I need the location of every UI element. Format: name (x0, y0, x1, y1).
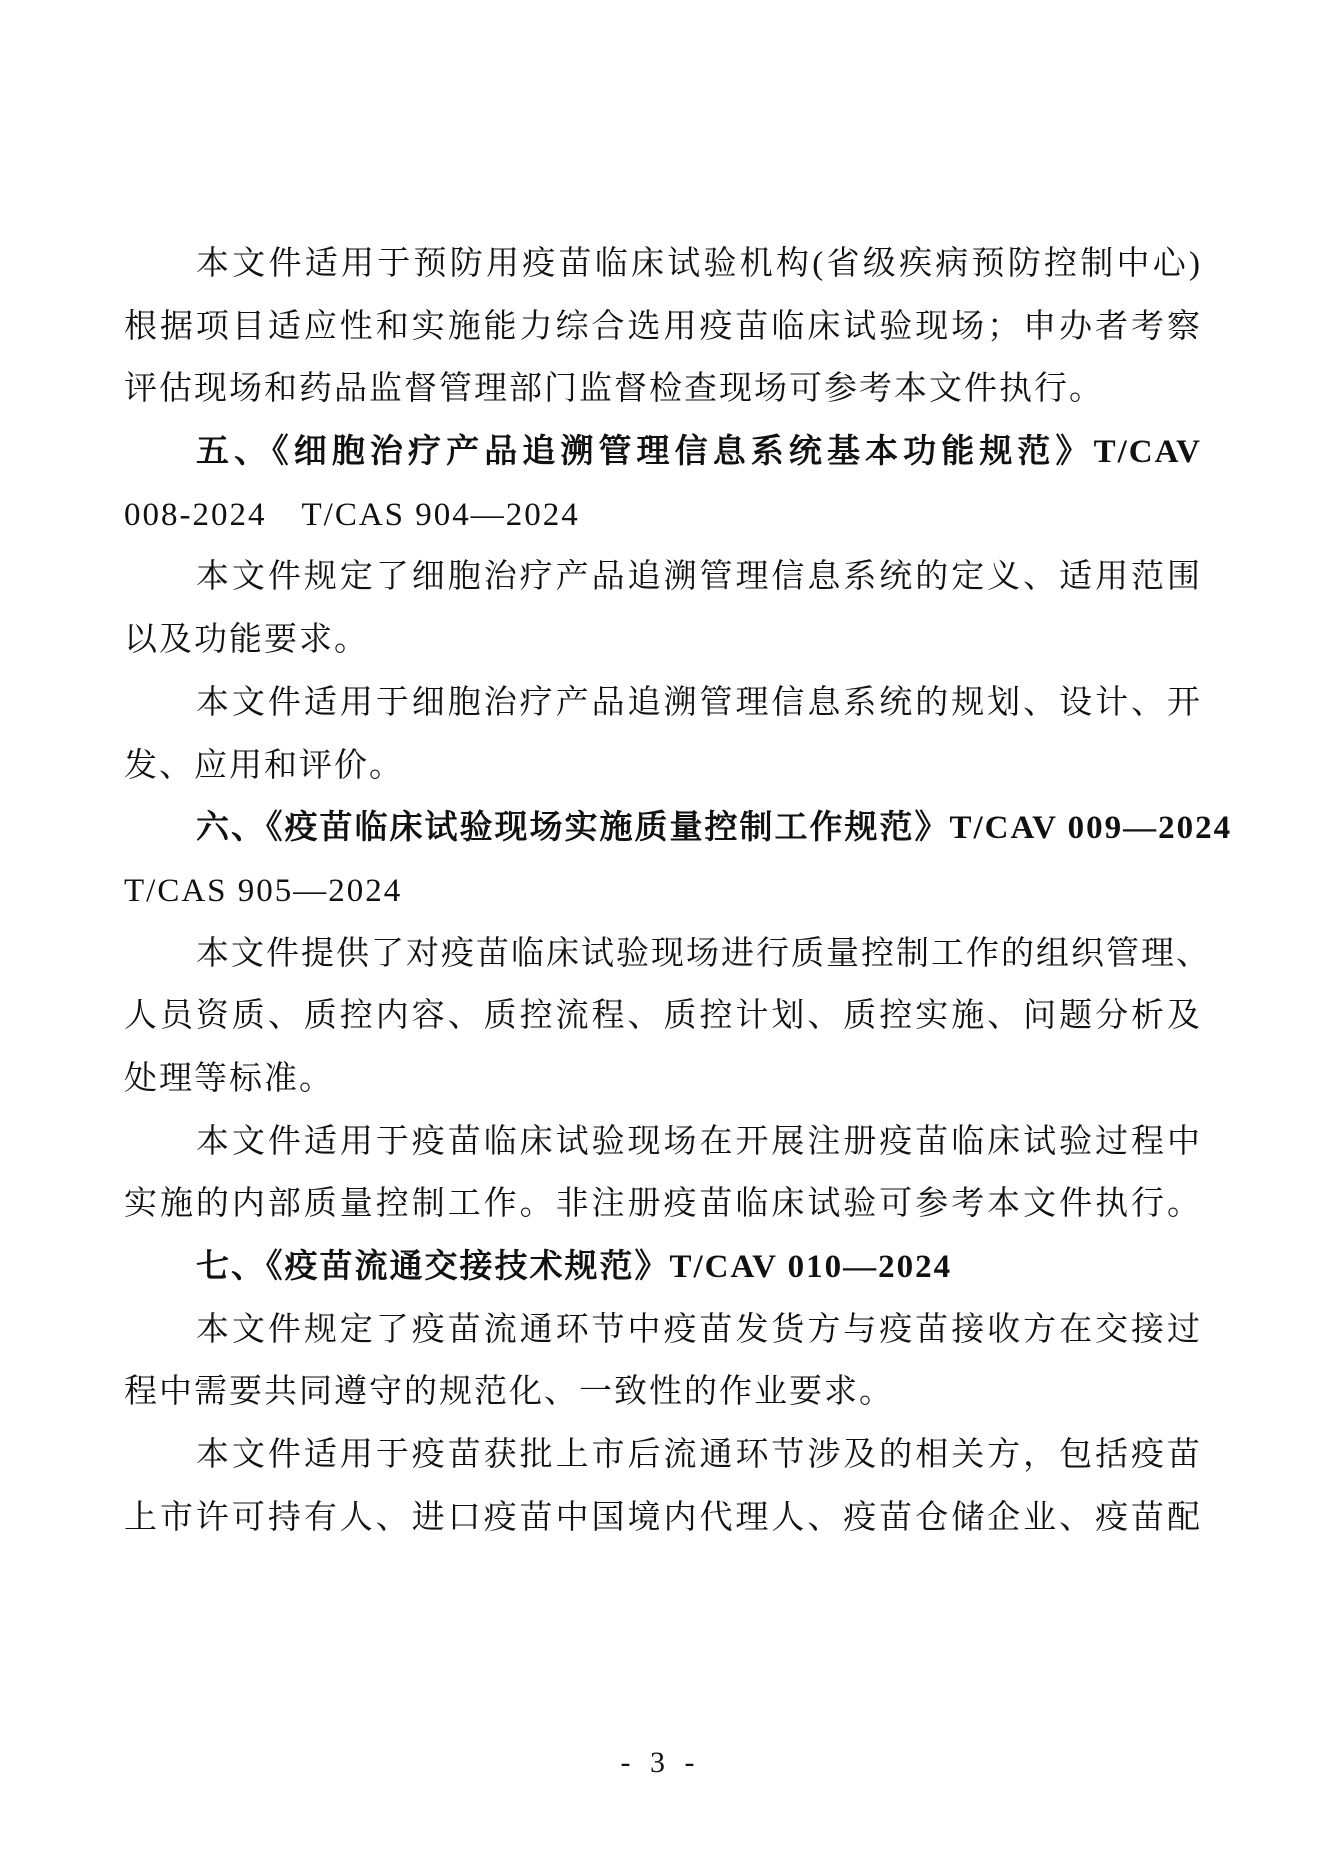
text-line: 008-2024 T/CAS 904—2024 (124, 496, 580, 533)
text-line: 实施的内部质量控制工作。非注册疫苗临床试验可参考本文件执行。 (124, 1186, 1202, 1223)
text-line: 处理等标准。 (124, 1060, 334, 1097)
text-line: 上市许可持有人、进口疫苗中国境内代理人、疫苗仓储企业、疫苗配 (124, 1499, 1202, 1536)
text-line: 本文件规定了疫苗流通环节中疫苗发货方与疫苗接收方在交接过 (196, 1311, 1202, 1348)
text-line: 人员资质、质控内容、质控流程、质控计划、质控实施、问题分析及 (124, 998, 1202, 1035)
body-text (124, 233, 1233, 1549)
text-line: T/CAS 905—2024 (124, 872, 403, 909)
text-line: 本文件适用于疫苗获批上市后流通环节涉及的相关方，包括疫苗 (196, 1437, 1202, 1474)
section-heading-line: 六、《疫苗临床试验现场实施质量控制工作规范》T/CAV 009—2024 (196, 810, 1233, 847)
text-line: 本文件规定了细胞治疗产品追溯管理信息系统的定义、适用范围 (196, 559, 1202, 596)
text-line: 以及功能要求。 (124, 622, 369, 659)
text-line: 本文件适用于疫苗临床试验现场在开展注册疫苗临床试验过程中 (196, 1123, 1202, 1160)
text-line: 程中需要共同遵守的规范化、一致性的作业要求。 (124, 1374, 894, 1411)
text-line: 评估现场和药品监督管理部门监督检查现场可参考本文件执行。 (124, 371, 1104, 408)
section-heading-line: 七、《疫苗流通交接技术规范》T/CAV 010—2024 (196, 1249, 953, 1285)
text-line: 根据项目适应性和实施能力综合选用疫苗临床试验现场；申办者考察 (124, 308, 1202, 345)
text-line: 本文件提供了对疫苗临床试验现场进行质量控制工作的组织管理、 (196, 935, 1211, 972)
section-heading-line: 五、《细胞治疗产品追溯管理信息系统基本功能规范》T/CAV (196, 434, 1202, 471)
page-number: - 3 - (620, 1746, 701, 1779)
text-line: 发、应用和评价。 (124, 747, 404, 784)
text-line: 本文件适用于细胞治疗产品追溯管理信息系统的规划、设计、开 (196, 684, 1202, 721)
text-line: 本文件适用于预防用疫苗临床试验机构(省级疾病预防控制中心) (196, 246, 1202, 282)
